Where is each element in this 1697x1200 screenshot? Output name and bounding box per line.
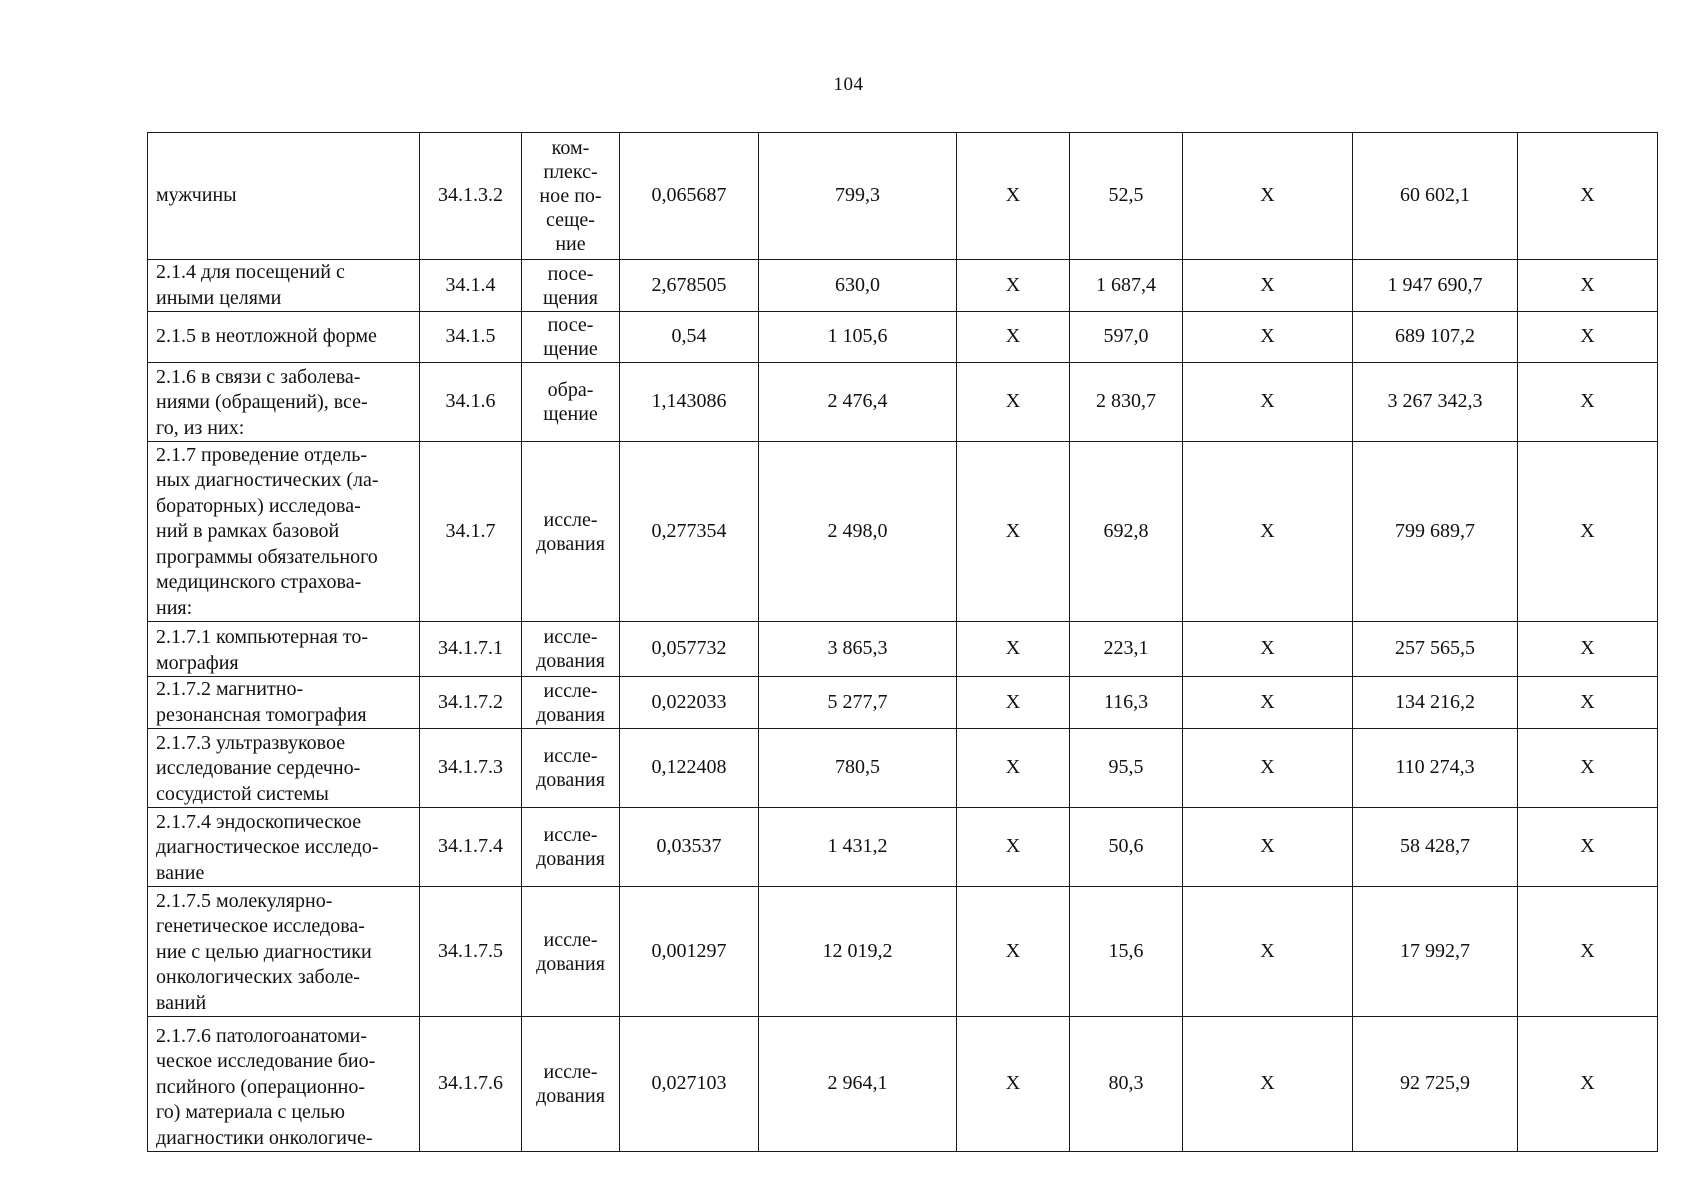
table-row (148, 677, 1658, 729)
x-mark-cell: X (1518, 887, 1658, 1017)
unit-cost-cell: 3 865,3 (759, 622, 957, 677)
service-name-cell: 2.1.7.1 компьютерная то- мография (148, 622, 420, 677)
table-row (148, 622, 1658, 677)
x-mark-cell: X (1183, 677, 1353, 729)
row-code-cell: 34.1.3.2 (420, 133, 522, 260)
x-mark-cell: X (957, 729, 1070, 808)
service-name-cell: 2.1.7 проведение отдель- ных диагностических (ла- бораторных) исследова- ний в рамках базовой программы обязательного медицинского страхова- ния: (148, 442, 420, 622)
row-code-cell: 34.1.7.5 (420, 887, 522, 1017)
unit-cell: иссле- дования (522, 887, 620, 1017)
x-mark-cell: X (1183, 312, 1353, 363)
per-capita-cell: 80,3 (1070, 1017, 1183, 1152)
service-name-cell: 2.1.7.4 эндоскопическое диагностическое исследо- вание (148, 808, 420, 887)
unit-cost-cell: 5 277,7 (759, 677, 957, 729)
total-cost-cell: 1 947 690,7 (1353, 260, 1518, 312)
volume-norm-cell: 0,122408 (620, 729, 759, 808)
x-mark-cell: X (957, 1017, 1070, 1152)
per-capita-cell: 116,3 (1070, 677, 1183, 729)
unit-cost-cell: 2 498,0 (759, 442, 957, 622)
x-mark-cell: X (1518, 677, 1658, 729)
unit-cell: иссле- дования (522, 808, 620, 887)
service-name-cell: мужчины (148, 133, 420, 260)
table-row (148, 808, 1658, 887)
total-cost-cell: 799 689,7 (1353, 442, 1518, 622)
x-mark-cell: X (957, 133, 1070, 260)
table-row (148, 887, 1658, 1017)
row-code-cell: 34.1.6 (420, 363, 522, 442)
x-mark-cell: X (1518, 363, 1658, 442)
x-mark-cell: X (1183, 808, 1353, 887)
volume-norm-cell: 0,277354 (620, 442, 759, 622)
row-code-cell: 34.1.7.3 (420, 729, 522, 808)
per-capita-cell: 2 830,7 (1070, 363, 1183, 442)
normatives-table (147, 132, 1658, 1152)
unit-cost-cell: 1 105,6 (759, 312, 957, 363)
per-capita-cell: 597,0 (1070, 312, 1183, 363)
volume-norm-cell: 0,54 (620, 312, 759, 363)
per-capita-cell: 15,6 (1070, 887, 1183, 1017)
service-name-cell: 2.1.7.5 молекулярно- генетическое исследова- ние с целью диагностики онкологических заболе- ваний (148, 887, 420, 1017)
x-mark-cell: X (1183, 260, 1353, 312)
per-capita-cell: 692,8 (1070, 442, 1183, 622)
volume-norm-cell: 0,027103 (620, 1017, 759, 1152)
x-mark-cell: X (957, 363, 1070, 442)
total-cost-cell: 3 267 342,3 (1353, 363, 1518, 442)
row-code-cell: 34.1.7 (420, 442, 522, 622)
unit-cell: посе- щение (522, 312, 620, 363)
table-row (148, 729, 1658, 808)
unit-cell: иссле- дования (522, 677, 620, 729)
table-row (148, 1017, 1658, 1152)
per-capita-cell: 52,5 (1070, 133, 1183, 260)
per-capita-cell: 95,5 (1070, 729, 1183, 808)
row-code-cell: 34.1.7.4 (420, 808, 522, 887)
x-mark-cell: X (1183, 622, 1353, 677)
x-mark-cell: X (1518, 312, 1658, 363)
row-code-cell: 34.1.7.6 (420, 1017, 522, 1152)
row-code-cell: 34.1.5 (420, 312, 522, 363)
per-capita-cell: 223,1 (1070, 622, 1183, 677)
table-row (148, 133, 1658, 260)
x-mark-cell: X (1183, 1017, 1353, 1152)
x-mark-cell: X (1183, 729, 1353, 808)
service-name-cell: 2.1.7.6 патологоанатоми- ческое исследование био- псийного (операционно- го) материала с целью диагностики онкологиче- (148, 1017, 420, 1152)
x-mark-cell: X (957, 312, 1070, 363)
x-mark-cell: X (1518, 442, 1658, 622)
volume-norm-cell: 0,057732 (620, 622, 759, 677)
total-cost-cell: 92 725,9 (1353, 1017, 1518, 1152)
x-mark-cell: X (1518, 260, 1658, 312)
x-mark-cell: X (957, 887, 1070, 1017)
row-code-cell: 34.1.4 (420, 260, 522, 312)
x-mark-cell: X (957, 677, 1070, 729)
volume-norm-cell: 0,03537 (620, 808, 759, 887)
x-mark-cell: X (957, 260, 1070, 312)
total-cost-cell: 110 274,3 (1353, 729, 1518, 808)
unit-cost-cell: 630,0 (759, 260, 957, 312)
x-mark-cell: X (1518, 622, 1658, 677)
service-name-cell: 2.1.5 в неотложной форме (148, 312, 420, 363)
total-cost-cell: 134 216,2 (1353, 677, 1518, 729)
x-mark-cell: X (957, 442, 1070, 622)
total-cost-cell: 17 992,7 (1353, 887, 1518, 1017)
table-row (148, 442, 1658, 622)
table-row (148, 312, 1658, 363)
total-cost-cell: 689 107,2 (1353, 312, 1518, 363)
volume-norm-cell: 0,022033 (620, 677, 759, 729)
unit-cell: обра- щение (522, 363, 620, 442)
row-code-cell: 34.1.7.1 (420, 622, 522, 677)
unit-cell: иссле- дования (522, 442, 620, 622)
x-mark-cell: X (1518, 808, 1658, 887)
unit-cell: посе- щения (522, 260, 620, 312)
x-mark-cell: X (1518, 133, 1658, 260)
unit-cost-cell: 12 019,2 (759, 887, 957, 1017)
table-body (148, 133, 1658, 1152)
service-name-cell: 2.1.6 в связи с заболева- ниями (обращений), все- го, из них: (148, 363, 420, 442)
x-mark-cell: X (1518, 729, 1658, 808)
unit-cost-cell: 2 476,4 (759, 363, 957, 442)
total-cost-cell: 257 565,5 (1353, 622, 1518, 677)
volume-norm-cell: 1,143086 (620, 363, 759, 442)
unit-cell: иссле- дования (522, 1017, 620, 1152)
x-mark-cell: X (957, 622, 1070, 677)
unit-cost-cell: 2 964,1 (759, 1017, 957, 1152)
service-name-cell: 2.1.4 для посещений с иными целями (148, 260, 420, 312)
service-name-cell: 2.1.7.3 ультразвуковое исследование сердечно- сосудистой системы (148, 729, 420, 808)
x-mark-cell: X (1183, 363, 1353, 442)
x-mark-cell: X (1183, 887, 1353, 1017)
x-mark-cell: X (957, 808, 1070, 887)
per-capita-cell: 50,6 (1070, 808, 1183, 887)
x-mark-cell: X (1518, 1017, 1658, 1152)
unit-cost-cell: 799,3 (759, 133, 957, 260)
page-number: 104 (833, 74, 864, 95)
unit-cell: иссле- дования (522, 729, 620, 808)
service-name-cell: 2.1.7.2 магнитно- резонансная томография (148, 677, 420, 729)
table-row (148, 363, 1658, 442)
per-capita-cell: 1 687,4 (1070, 260, 1183, 312)
x-mark-cell: X (1183, 442, 1353, 622)
unit-cell: ком- плекс- ное по- сеще- ние (522, 133, 620, 260)
volume-norm-cell: 2,678505 (620, 260, 759, 312)
row-code-cell: 34.1.7.2 (420, 677, 522, 729)
volume-norm-cell: 0,001297 (620, 887, 759, 1017)
total-cost-cell: 60 602,1 (1353, 133, 1518, 260)
total-cost-cell: 58 428,7 (1353, 808, 1518, 887)
volume-norm-cell: 0,065687 (620, 133, 759, 260)
unit-cell: иссле- дования (522, 622, 620, 677)
x-mark-cell: X (1183, 133, 1353, 260)
unit-cost-cell: 1 431,2 (759, 808, 957, 887)
unit-cost-cell: 780,5 (759, 729, 957, 808)
table-row (148, 260, 1658, 312)
